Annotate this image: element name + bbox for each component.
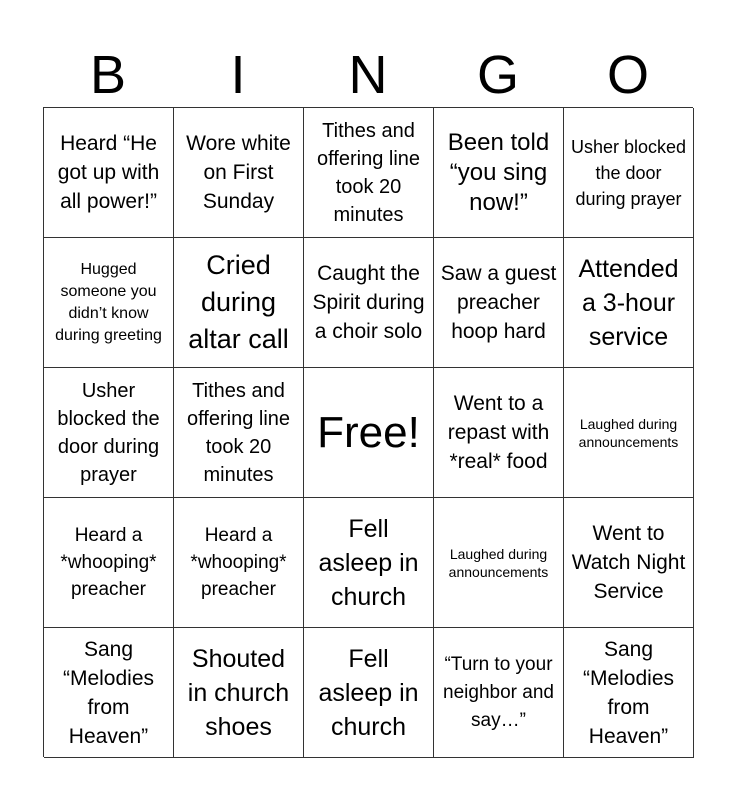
bingo-cell-r5-c5[interactable] — [564, 628, 694, 758]
bingo-board — [43, 107, 693, 757]
bingo-cell-r1-c5[interactable] — [564, 108, 694, 238]
cell-text: Laughed during announcements — [578, 415, 679, 450]
header-letter-i: I — [230, 45, 246, 105]
bingo-cell-r2-c2[interactable] — [174, 238, 304, 368]
header-letter-n: N — [348, 45, 388, 105]
cell-text: Usher blocked the door during prayer — [57, 379, 160, 486]
bingo-cell-r3-c4[interactable] — [434, 368, 564, 498]
bingo-cell-r5-c1[interactable] — [44, 628, 174, 758]
bingo-cell-free[interactable] — [304, 368, 434, 498]
bingo-cell-r5-c4[interactable] — [434, 628, 564, 758]
bingo-cell-r4-c4[interactable] — [434, 498, 564, 628]
bingo-cell-r1-c1[interactable] — [44, 108, 174, 238]
bingo-header — [43, 42, 693, 108]
cell-text: Saw a guest preacher hoop hard — [440, 262, 557, 343]
bingo-cell-r1-c2[interactable] — [174, 108, 304, 238]
cell-text: Heard a *whooping* preacher — [60, 525, 157, 600]
cell-text: Laughed during announcements — [448, 545, 549, 580]
cell-text: Been told “you sing now!” — [447, 128, 550, 216]
bingo-cell-r3-c2[interactable] — [174, 368, 304, 498]
cell-text: Shouted in church shoes — [187, 644, 290, 741]
cell-text: “Turn to your neighbor and say…” — [443, 653, 554, 731]
bingo-cell-r2-c1[interactable] — [44, 238, 174, 368]
cell-text: Sang “Melodies from Heaven” — [62, 637, 155, 748]
bingo-cell-r5-c2[interactable] — [174, 628, 304, 758]
bingo-cell-r1-c4[interactable] — [434, 108, 564, 238]
cell-text: Hugged someone you didn’t know during greeting — [55, 260, 162, 344]
bingo-cell-r5-c3[interactable] — [304, 628, 434, 758]
header-letter-g: G — [476, 45, 519, 105]
cell-text: Went to Watch Night Service — [571, 522, 686, 603]
bingo-cell-r4-c2[interactable] — [174, 498, 304, 628]
header-letter-b: B — [89, 45, 127, 105]
bingo-cell-r3-c5[interactable] — [564, 368, 694, 498]
cell-text: Fell asleep in church — [318, 644, 419, 741]
bingo-cell-r3-c1[interactable] — [44, 368, 174, 498]
cell-text: Tithes and offering line took 20 minutes — [316, 119, 421, 226]
bingo-cell-r2-c5[interactable] — [564, 238, 694, 368]
cell-text: Wore white on First Sunday — [186, 132, 291, 213]
bingo-cell-r4-c1[interactable] — [44, 498, 174, 628]
cell-text: Caught the Spirit during a choir solo — [312, 262, 425, 343]
bingo-cell-r4-c5[interactable] — [564, 498, 694, 628]
cell-text: Cried during altar call — [188, 250, 289, 354]
free-space-text: Free! — [317, 407, 420, 457]
cell-text: Heard “He got up with all power!” — [57, 132, 160, 213]
cell-text: Went to a repast with *real* food — [447, 392, 550, 473]
bingo-cell-r2-c3[interactable] — [304, 238, 434, 368]
cell-text: Fell asleep in church — [318, 514, 419, 611]
cell-text: Tithes and offering line took 20 minutes — [186, 379, 291, 486]
bingo-cell-r2-c4[interactable] — [434, 238, 564, 368]
cell-text: Attended a 3-hour service — [578, 254, 679, 351]
cell-text: Sang “Melodies from Heaven” — [582, 637, 675, 748]
cell-text: Usher blocked the door during prayer — [570, 136, 687, 209]
header-letter-o: O — [606, 45, 649, 105]
bingo-cell-r4-c3[interactable] — [304, 498, 434, 628]
bingo-cell-r1-c3[interactable] — [304, 108, 434, 238]
cell-text: Heard a *whooping* preacher — [190, 525, 287, 600]
